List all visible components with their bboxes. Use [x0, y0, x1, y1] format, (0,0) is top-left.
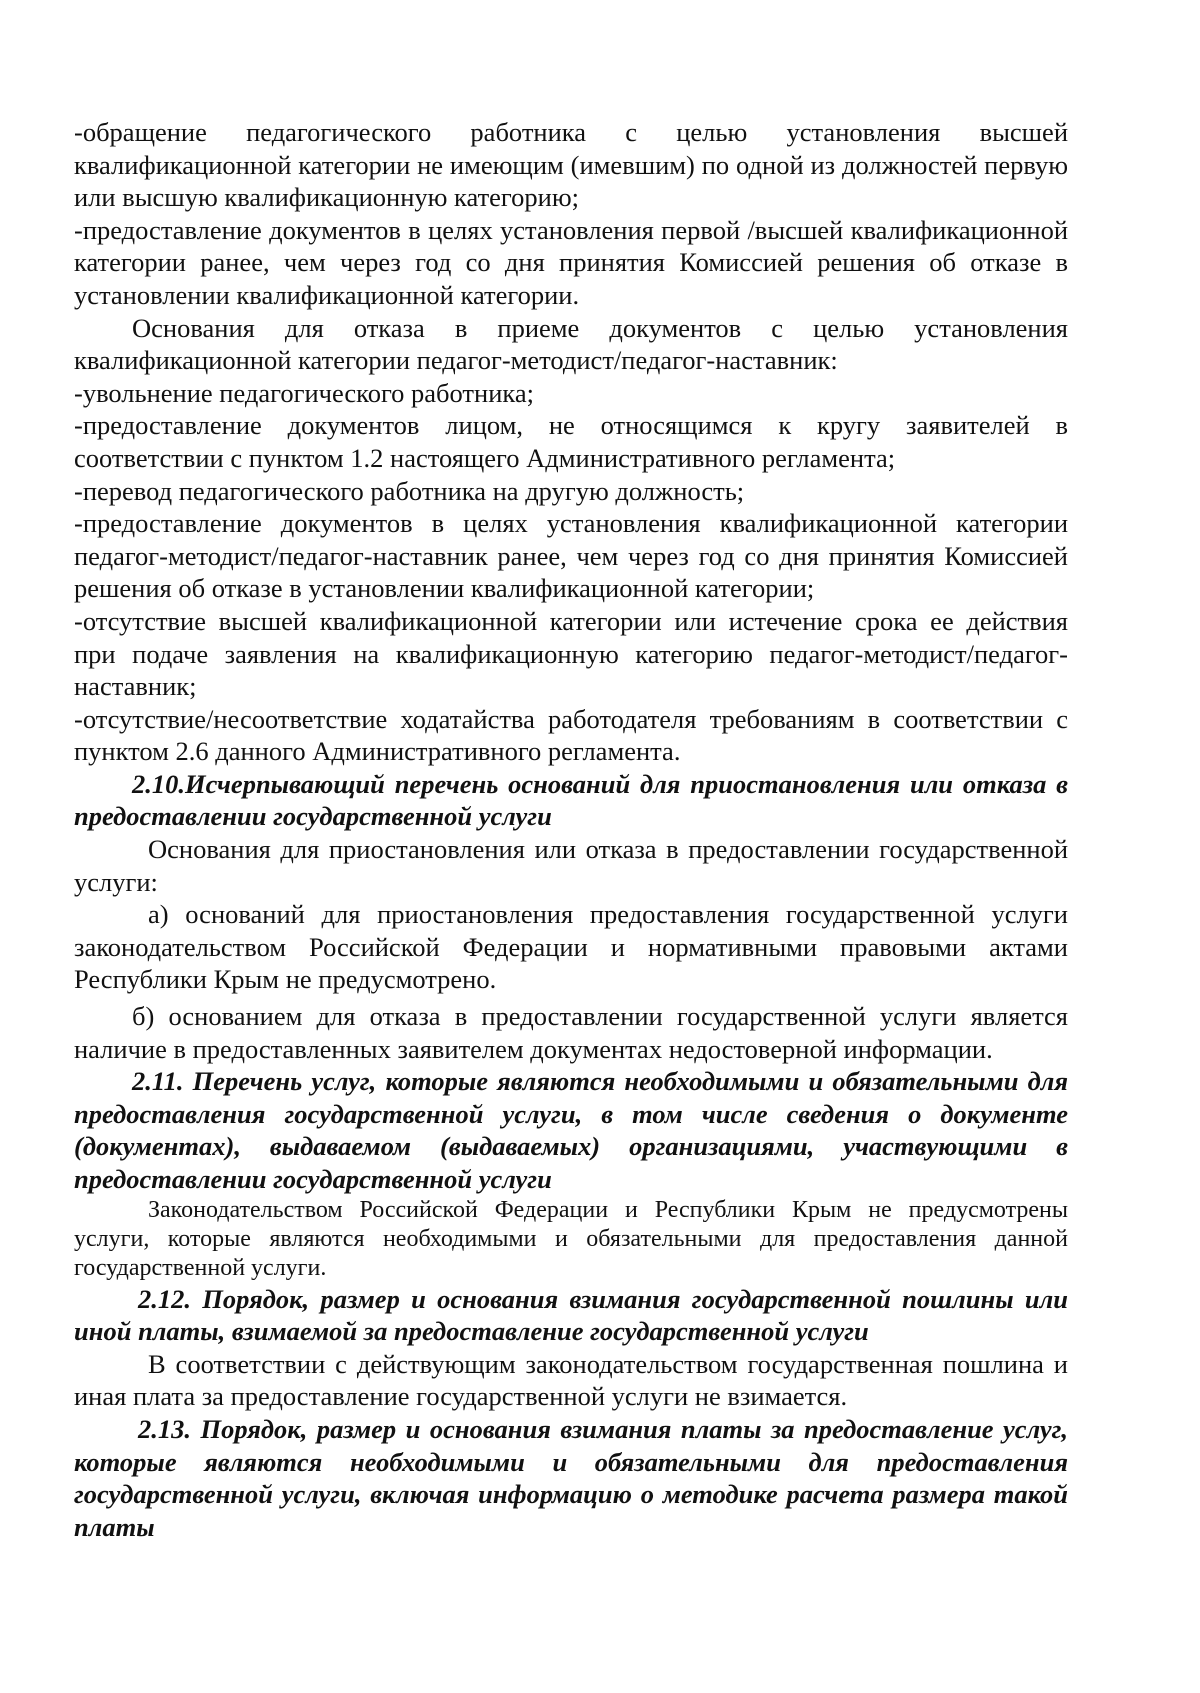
paragraph: Основания для отказа в приеме документов с целью установления квалификационной категории педагог-методист/педагог-наставник: — [74, 312, 1068, 376]
list-item: -предоставление документов лицом, не относящимся к кругу заявителей в соответствии с пунктом 1.2 настоящего Административного регламента; — [74, 410, 1068, 473]
section-heading-2-10: 2.10.Исчерпывающий перечень оснований для приостановления или отказа в предоставлении государственной услуги — [74, 768, 1068, 832]
section-heading-2-12: 2.12. Порядок, размер и основания взимания государственной пошлины или иной платы, взимаемой за предоставление государственной услуги — [74, 1283, 1068, 1347]
list-item: -перевод педагогического работника на другую должность; — [74, 475, 745, 506]
document-page — [74, 116, 1068, 1543]
paragraph: Основания для приостановления или отказа в предоставлении государственной услуги: — [74, 834, 1068, 897]
paragraph: -предоставление документов в целях установления первой /высшей квалификационной категории ранее, чем через год со дня принятия Комиссией решения об отказе в установлении квалификационной категории. — [74, 214, 1068, 310]
paragraph: а) оснований для приостановления предоставления государственной услуги законодательством Российской Федерации и нормативными правовыми актами Республики Крым не предусмотрено. — [74, 899, 1068, 995]
paragraph: Законодательством Российской Федерации и Республики Крым не предусмотрены услуги, которые являются необходимыми и обязательными для предоставления данной государственной услуги. — [74, 1196, 1068, 1281]
list-item: -отсутствие высшей квалификационной категории или истечение срока ее действия при подаче заявления на квалификационную категорию педагог-методист/педагог-наставник; — [74, 605, 1068, 702]
section-heading-2-13: 2.13. Порядок, размер и основания взимания платы за предоставление услуг, которые являются необходимыми и обязательными для предоставления государственной услуги, включая информацию о методике расчета размера такой платы — [74, 1413, 1068, 1542]
section-heading-2-11: 2.11. Перечень услуг, которые являются необходимыми и обязательными для предоставления государственной услуги, в том числе сведения о документе (документах), выдаваемом (выдаваемых) организациями, участвующими в предоставлении государственной услуги — [74, 1066, 1068, 1194]
paragraph: -обращение педагогического работника с целью установления высшей квалификационной категории не имеющим (имевшим) по одной из должностей первую или высшую квалификационную категорию; — [74, 117, 1068, 213]
paragraph: В соответствии с действующим законодательством государственная пошлина и иная плата за предоставление государственной услуги не взимается. — [74, 1348, 1068, 1412]
paragraph: б) основанием для отказа в предоставлении государственной услуги является наличие в предоставленных заявителем документах недостоверной информации. — [74, 1001, 1068, 1064]
list-item: -увольнение педагогического работника; — [74, 377, 534, 408]
list-item: -предоставление документов в целях установления квалификационной категории педагог-методист/педагог-наставник ранее, чем через год со дня принятия Комиссией решения об отказе в установлении квалификационной категории; — [74, 508, 1068, 604]
list-item: -отсутствие/несоответствие ходатайства работодателя требованиям в соответствии с пунктом 2.6 данного Административного регламента. — [74, 703, 1068, 767]
